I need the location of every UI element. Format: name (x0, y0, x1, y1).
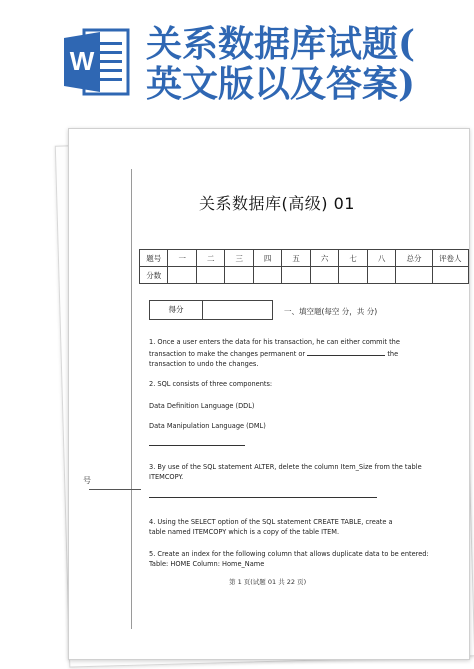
answer-line[interactable] (149, 497, 377, 498)
table-cell: 五 (282, 250, 310, 267)
table-cell: 一 (168, 250, 196, 267)
table-cell: 七 (339, 250, 367, 267)
word-letter: W (69, 46, 95, 76)
margin-label: 号 (83, 476, 91, 485)
score-input-cell[interactable] (168, 267, 196, 284)
table-cell: 四 (253, 250, 281, 267)
table-cell: 总分 (396, 250, 432, 267)
page-footer: 第 1 页(试题 01 共 22 页) (229, 578, 307, 586)
score-input-cell[interactable] (225, 267, 253, 284)
table-cell: 三 (225, 250, 253, 267)
table-cell: 分数 (140, 267, 168, 284)
answer-blank[interactable] (307, 347, 385, 356)
banner (0, 0, 474, 115)
margin-dash (89, 489, 141, 490)
answer-line[interactable] (149, 445, 245, 446)
question-2-dml: Data Manipulation Language (DML) (149, 422, 266, 430)
table-cell: 六 (310, 250, 338, 267)
score-input-cell[interactable] (396, 267, 432, 284)
binding-margin-line (131, 169, 132, 629)
banner-title-line-2: 英文版以及答案) (146, 63, 416, 105)
question-1: 1. Once a user enters the data for his transaction, he can either commit the transaction to make the changes permanent or the transaction to undo the changes. (149, 338, 400, 368)
table-cell: 题号 (140, 250, 168, 267)
score-table (139, 249, 469, 284)
score-box-label: 得分 (150, 301, 203, 319)
question-2-ddl: Data Definition Language (DDL) (149, 402, 255, 410)
word-document-icon (62, 26, 132, 98)
score-input-cell[interactable] (310, 267, 338, 284)
table-cell: 评卷人 (432, 250, 468, 267)
score-input-cell[interactable] (339, 267, 367, 284)
section-heading: 一、填空题(每空 分，共 分) (284, 307, 378, 316)
document-page (68, 128, 470, 660)
score-input-cell[interactable] (196, 267, 224, 284)
question-2: 2. SQL consists of three components: (149, 380, 273, 388)
section-score-box (149, 300, 273, 320)
question-5: 5. Create an index for the following column that allows duplicate data to be entered: Table: HOME Column: Home_Name (149, 550, 429, 568)
banner-title-line-1: 关系数据库试题( (146, 23, 416, 65)
score-input-cell[interactable] (253, 267, 281, 284)
score-input-cell[interactable] (282, 267, 310, 284)
document-title: 关系数据库(高级) 01 (199, 194, 355, 213)
question-3: 3. By use of the SQL statement ALTER, delete the column Item_Size from the table ITEMCOPY. (149, 463, 422, 481)
score-table-score-row (140, 267, 469, 284)
score-table-header-row (140, 250, 469, 267)
question-4: 4. Using the SELECT option of the SQL statement CREATE TABLE, create a table named ITEMCOPY which is a copy of the table ITEM. (149, 518, 393, 536)
score-input-cell[interactable] (432, 267, 468, 284)
table-cell: 八 (367, 250, 395, 267)
table-cell: 二 (196, 250, 224, 267)
score-input-cell[interactable] (367, 267, 395, 284)
